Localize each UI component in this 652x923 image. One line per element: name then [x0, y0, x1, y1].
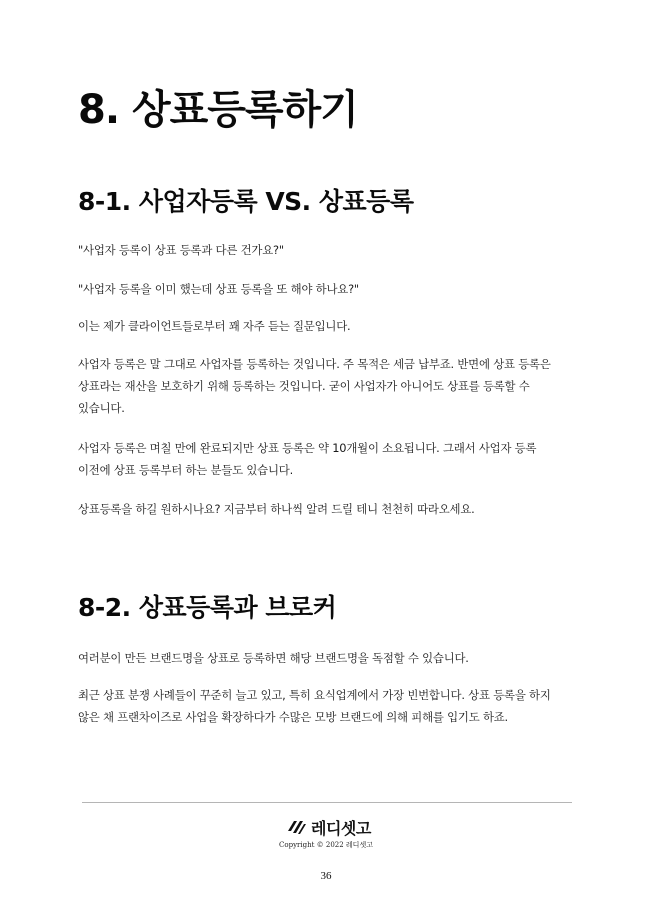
footer-divider: [82, 802, 572, 803]
paragraph-line: 여러분이 만든 브랜드명을 상표로 등록하면 해당 브랜드명을 독점할 수 있습니다.: [78, 651, 469, 665]
paragraph: [78, 437, 578, 481]
paragraph: [78, 315, 578, 337]
paragraph-line: 이는 제가 클라이언트들로부터 꽤 자주 듣는 질문입니다.: [78, 319, 351, 333]
copyright-text: Copyright © 2022 레디셋고: [279, 841, 373, 849]
paragraph-line: 상표라는 재산을 보호하기 위해 등록하는 것입니다. 굳이 사업자가 아니어도 상표를 등록할 수: [78, 379, 530, 393]
paragraph-line: 있습니다.: [78, 401, 125, 415]
paragraph: [78, 278, 578, 300]
section-title-8-2: 8-2. 상표등록과 브로커: [78, 593, 337, 622]
paragraph: [78, 353, 578, 419]
section-title-8-1: 8-1. 사업자등록 VS. 상표등록: [78, 187, 414, 216]
paragraph-line: 상표등록을 하길 원하시나요? 지금부터 하나씩 알려 드릴 테니 천천히 따라오세요.: [78, 502, 475, 516]
chapter-title: 8. 상표등록하기: [78, 87, 358, 133]
paragraph: [78, 647, 578, 669]
paragraph: [78, 239, 578, 261]
paragraph: [78, 684, 578, 728]
paragraph-line: "사업자 등록이 상표 등록과 다른 건가요?": [78, 243, 284, 257]
footer-brand: [287, 816, 371, 838]
paragraph: [78, 498, 578, 520]
readysetgo-logo-icon: [287, 818, 307, 836]
page-number: 36: [320, 870, 332, 882]
paragraph-line: 않은 채 프랜차이즈로 사업을 확장하다가 수많은 모방 브랜드에 의해 피해를 입기도 하죠.: [78, 710, 508, 724]
paragraph-line: "사업자 등록을 이미 했는데 상표 등록을 또 해야 하나요?": [78, 282, 359, 296]
brand-name: 레디셋고: [311, 818, 371, 838]
paragraph-line: 사업자 등록은 말 그대로 사업자를 등록하는 것입니다. 주 목적은 세금 납부죠. 반면에 상표 등록은: [78, 357, 551, 371]
paragraph-line: 사업자 등록은 며칠 만에 완료되지만 상표 등록은 약 10개월이 소요됩니다. 그래서 사업자 등록: [78, 441, 537, 455]
paragraph-line: 이전에 상표 등록부터 하는 분들도 있습니다.: [78, 463, 293, 477]
paragraph-line: 최근 상표 분쟁 사례들이 꾸준히 늘고 있고, 특히 요식업계에서 가장 빈번합니다. 상표 등록을 하지: [78, 688, 551, 702]
